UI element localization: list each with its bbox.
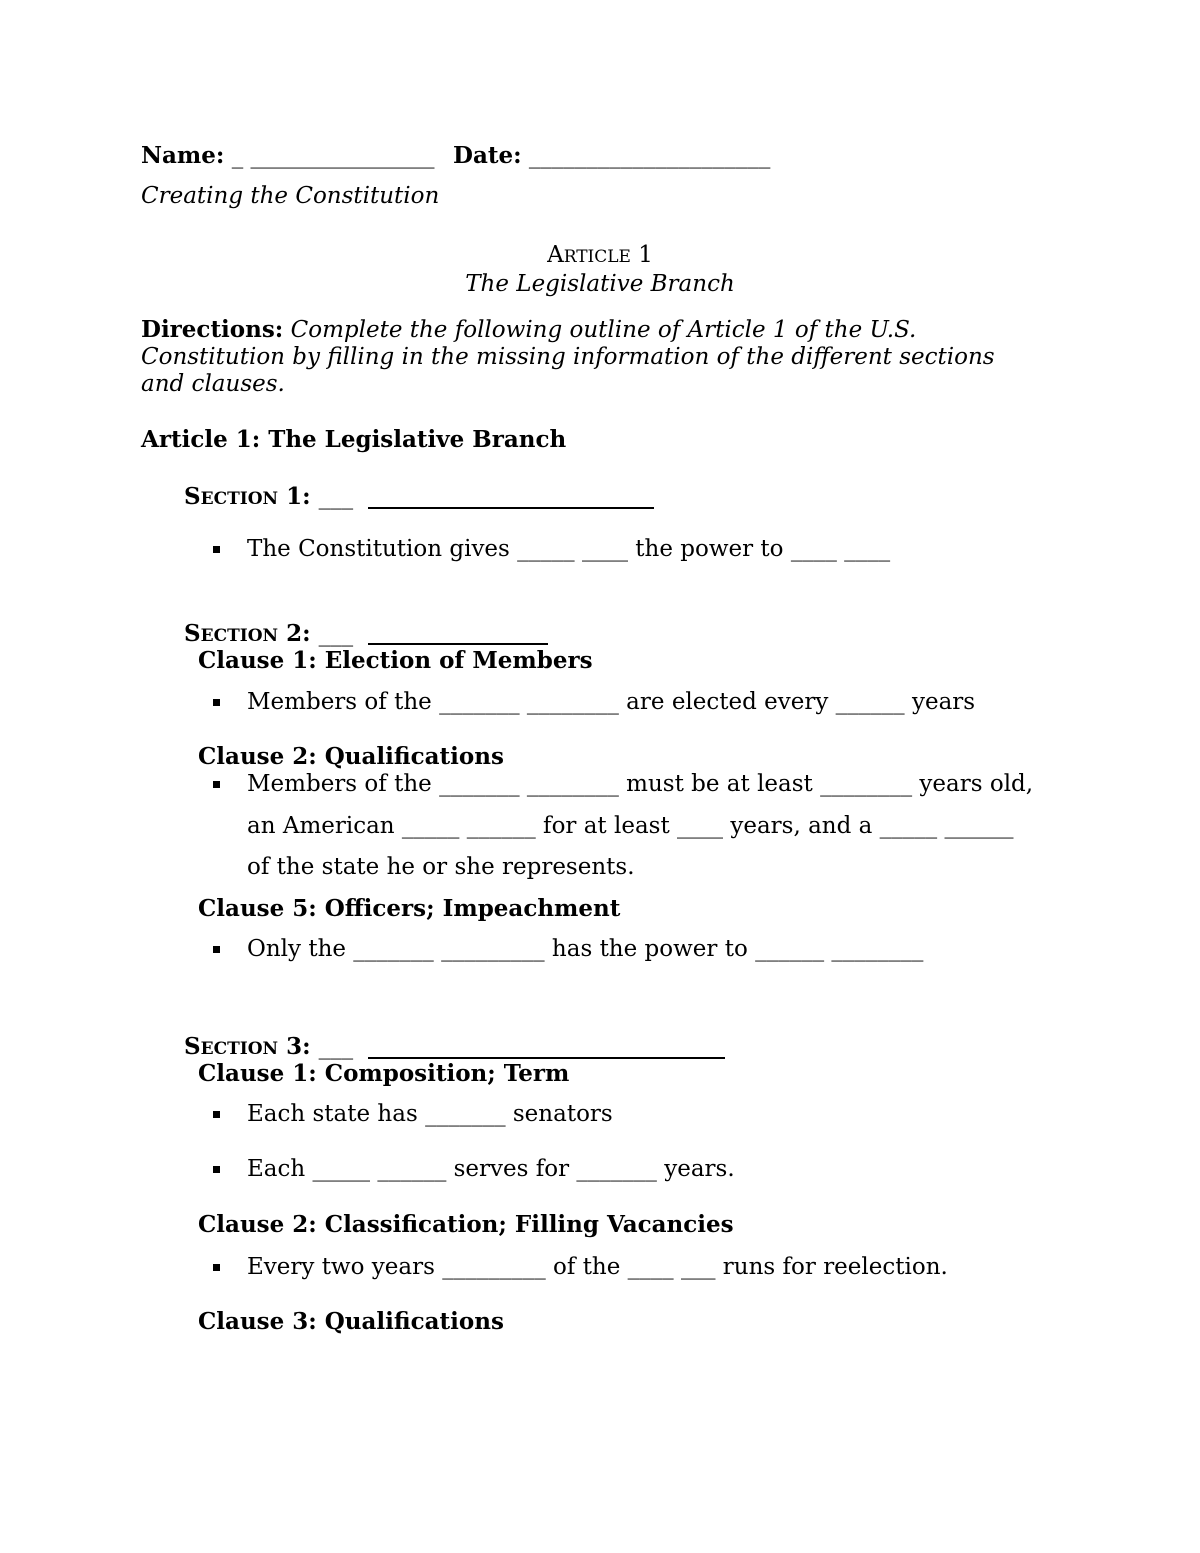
bullet-icon (213, 699, 220, 706)
section-2-clause-5-title: Clause 5: Officers; Impeachment (198, 895, 621, 922)
directions-line-1: Directions: Complete the following outline of Article 1 of the U.S. (141, 316, 917, 343)
name-label: Name: (141, 142, 225, 169)
bullet-icon (213, 1166, 220, 1173)
name-blank[interactable]: _ ________________ (231, 143, 435, 169)
section-2-clause-2-line-1: Members of the _______ ________ must be at least ________ years old, (247, 771, 1034, 797)
section-3-clause-2-bullet-1: Every two years _________ of the ____ ___ runs for reelection. (247, 1254, 948, 1280)
section-1-bullet-1: The Constitution gives _____ ____ the power to ____ ____ (247, 536, 891, 562)
section-2-clause-1-title: Clause 1: Election of Members (198, 647, 593, 674)
section-2-blank[interactable]: ___ (318, 621, 354, 647)
section-3-clause-1-bullet-2: Each _____ ______ serves for _______ years. (247, 1156, 735, 1182)
section-2-fill-line[interactable] (368, 643, 548, 645)
section-3-title: SECTION 3: ___ (184, 1033, 354, 1060)
directions-label: Directions: (141, 316, 284, 343)
section-3-blank[interactable]: ___ (318, 1034, 354, 1060)
article-title: ARTICLE 1 (547, 242, 653, 268)
section-1-blank[interactable]: ___ (318, 484, 354, 510)
bullet-icon (213, 1264, 220, 1271)
directions-line-2: Constitution by filling in the missing information of the different sections (141, 344, 995, 370)
section-2-clause-5-bullet-1: Only the _______ _________ has the power to ______ ________ (247, 936, 924, 962)
bullet-icon (213, 546, 220, 553)
section-2-clause-2-line-3: of the state he or she represents. (247, 854, 635, 880)
outline-heading: Article 1: The Legislative Branch (141, 426, 567, 453)
section-3-clause-1-bullet-1: Each state has _______ senators (247, 1101, 613, 1127)
bullet-icon (213, 781, 220, 788)
article-subtitle: The Legislative Branch (465, 271, 735, 297)
date-blank[interactable]: _____________________ (528, 143, 771, 169)
section-2-clause-2-title: Clause 2: Qualifications (198, 743, 504, 770)
section-3-clause-3-title: Clause 3: Qualifications (198, 1308, 504, 1335)
bullet-icon (213, 1111, 220, 1118)
section-3-clause-1-title: Clause 1: Composition; Term (198, 1060, 570, 1087)
name-field (141, 142, 435, 169)
section-2-clause-2-line-2: an American _____ ______ for at least ____ years, and a _____ ______ (247, 813, 1014, 839)
section-1-fill-line[interactable] (368, 507, 654, 509)
directions-line-3: and clauses. (141, 371, 285, 397)
section-3-fill-line[interactable] (368, 1057, 725, 1059)
section-2-clause-1-bullet-1: Members of the _______ ________ are elected every ______ years (247, 689, 976, 715)
document-subtitle: Creating the Constitution (141, 183, 440, 209)
section-1-title: SECTION 1: ___ (184, 483, 354, 510)
bullet-icon (213, 946, 220, 953)
section-3-clause-2-title: Clause 2: Classification; Filling Vacancies (198, 1211, 734, 1238)
section-2-title: SECTION 2: ___ (184, 620, 354, 647)
date-label: Date: (453, 142, 522, 169)
date-field (453, 142, 770, 169)
